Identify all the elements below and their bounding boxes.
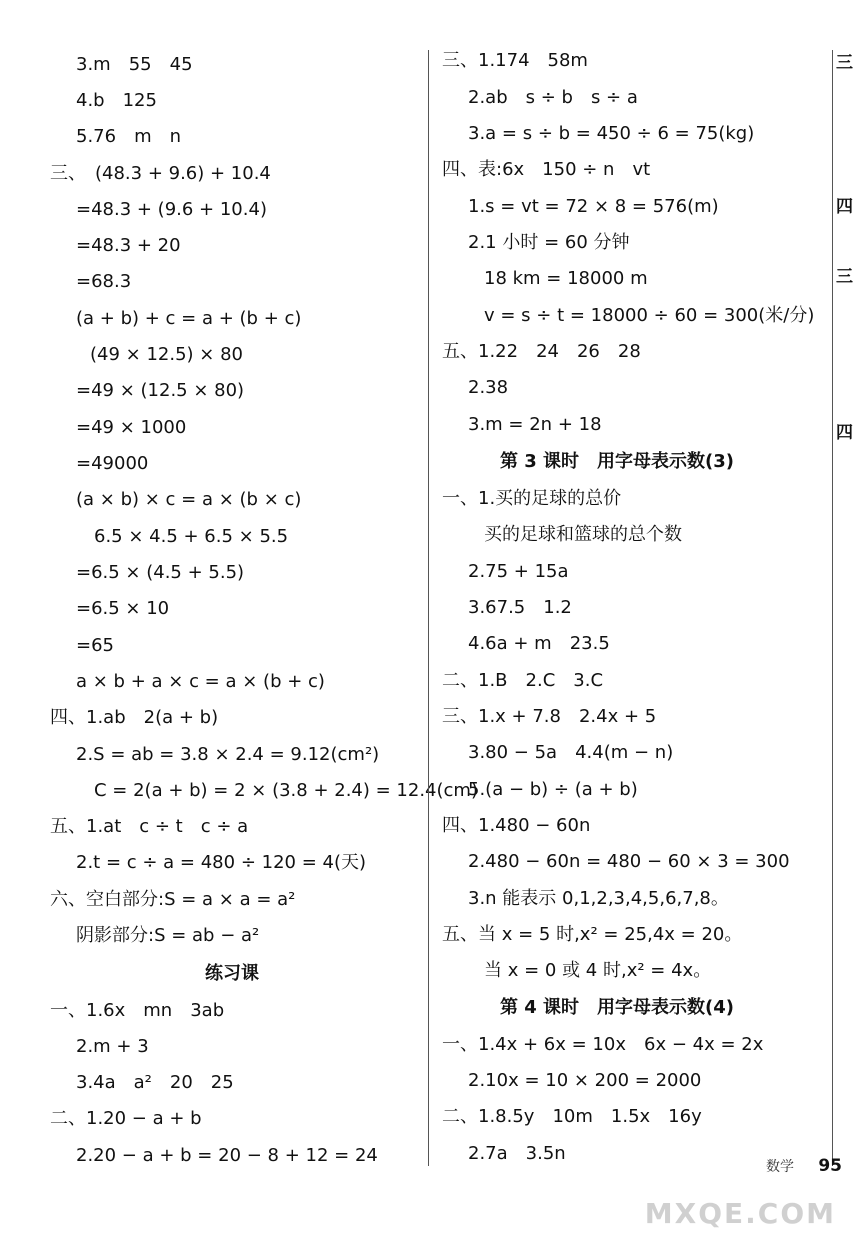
answer-line: 买的足球和篮球的总个数 [484, 524, 682, 545]
answer-line: 5.(a − b) ÷ (a + b) [468, 779, 638, 800]
answer-line: =49 × (12.5 × 80) [76, 380, 245, 401]
answer-line: 二、1.B 2.C 3.C [442, 670, 604, 691]
answer-line: 2.38 [468, 377, 509, 398]
answer-line: 当 x = 0 或 4 时,x² = 4x。 [484, 960, 712, 981]
section-heading: 练习课 [205, 963, 259, 984]
answer-line: 六、空白部分:S = a × a = a² [50, 889, 296, 910]
answer-line: 三、 (48.3 + 9.6) + 10.4 [50, 163, 271, 184]
answer-line: 2.ab s ÷ b s ÷ a [468, 87, 638, 108]
answer-line: 5.76 m n [76, 126, 182, 147]
edge-fragment: 三 [836, 267, 853, 287]
answer-line: 1.s = vt = 72 × 8 = 576(m) [468, 196, 719, 217]
answer-line: 3.4a a² 20 25 [76, 1072, 234, 1093]
section-heading: 第 3 课时 用字母表示数(3) [500, 451, 735, 472]
watermark: MXQE.COM [644, 1197, 836, 1230]
answer-line: =49 × 1000 [76, 417, 187, 438]
answer-line: 18 km = 18000 m [484, 268, 648, 289]
answer-line: 一、1.买的足球的总价 [442, 488, 622, 509]
answer-line: (a × b) × c = a × (b × c) [76, 489, 302, 510]
answer-line: 五、1.22 24 26 28 [442, 341, 641, 362]
answer-line: 3.m = 2n + 18 [468, 414, 602, 435]
answer-line: 三、1.x + 7.8 2.4x + 5 [442, 706, 657, 727]
answer-line: =65 [76, 635, 114, 656]
edge-fragment: 四 [836, 197, 853, 217]
answer-line: 2.t = c ÷ a = 480 ÷ 120 = 4(天) [76, 852, 366, 873]
answer-line: 4.b 125 [76, 90, 157, 111]
answer-line: 三、1.174 58m [442, 50, 588, 71]
section-heading: 第 4 课时 用字母表示数(4) [500, 997, 735, 1018]
answer-line: 2.75 + 15a [468, 561, 569, 582]
answer-line: 2.480 − 60n = 480 − 60 × 3 = 300 [468, 851, 790, 872]
column-divider [832, 50, 833, 1166]
answer-line: 3.80 − 5a 4.4(m − n) [468, 742, 674, 763]
subject-label: 数学 [766, 1159, 794, 1175]
answer-line: =49000 [76, 453, 149, 474]
answer-line: 五、当 x = 5 时,x² = 25,4x = 20。 [442, 924, 743, 945]
answer-line: 3.a = s ÷ b = 450 ÷ 6 = 75(kg) [468, 123, 755, 144]
answer-line: 2.20 − a + b = 20 − 8 + 12 = 24 [76, 1145, 378, 1166]
answer-line: (49 × 12.5) × 80 [90, 344, 243, 365]
answer-line: 四、1.480 − 60n [442, 815, 591, 836]
answer-line: =6.5 × 10 [76, 598, 170, 619]
answer-line: C = 2(a + b) = 2 × (3.8 + 2.4) = 12.4(cm) [94, 780, 478, 801]
answer-line: 2.7a 3.5n [468, 1143, 566, 1164]
answer-line: =68.3 [76, 271, 132, 292]
answer-line: 2.S = ab = 3.8 × 2.4 = 9.12(cm²) [76, 744, 380, 765]
answer-line: 五、1.at c ÷ t c ÷ a [50, 816, 249, 837]
answer-line: =6.5 × (4.5 + 5.5) [76, 562, 245, 583]
edge-fragment: 三 [836, 53, 853, 73]
answer-line: 2.m + 3 [76, 1036, 149, 1057]
answer-line: 阴影部分:S = ab − a² [76, 925, 260, 946]
answer-line: =48.3 + (9.6 + 10.4) [76, 199, 267, 220]
answer-line: v = s ÷ t = 18000 ÷ 60 = 300(米/分) [484, 305, 815, 326]
answer-line: 二、1.20 − a + b [50, 1108, 202, 1129]
answer-line: 4.6a + m 23.5 [468, 633, 610, 654]
answer-line: =48.3 + 20 [76, 235, 181, 256]
answer-line: 6.5 × 4.5 + 6.5 × 5.5 [94, 526, 289, 547]
answer-line: 一、1.4x + 6x = 10x 6x − 4x = 2x [442, 1034, 764, 1055]
answer-line: 二、1.8.5y 10m 1.5x 16y [442, 1106, 702, 1127]
answer-line: 2.10x = 10 × 200 = 2000 [468, 1070, 702, 1091]
answer-line: (a + b) + c = a + (b + c) [76, 308, 302, 329]
column-divider [428, 50, 429, 1166]
answer-line: 3.n 能表示 0,1,2,3,4,5,6,7,8。 [468, 888, 729, 909]
edge-fragment: 四 [836, 423, 853, 443]
answer-line: 四、1.ab 2(a + b) [50, 707, 219, 728]
answer-line: 3.m 55 45 [76, 54, 193, 75]
answer-line: 四、表:6x 150 ÷ n vt [442, 159, 651, 180]
answer-line: 一、1.6x mn 3ab [50, 1000, 225, 1021]
answer-line: 3.67.5 1.2 [468, 597, 572, 618]
answer-line: a × b + a × c = a × (b + c) [76, 671, 325, 692]
answer-line: 2.1 小时 = 60 分钟 [468, 232, 630, 253]
page-number: 95 [818, 1156, 842, 1176]
